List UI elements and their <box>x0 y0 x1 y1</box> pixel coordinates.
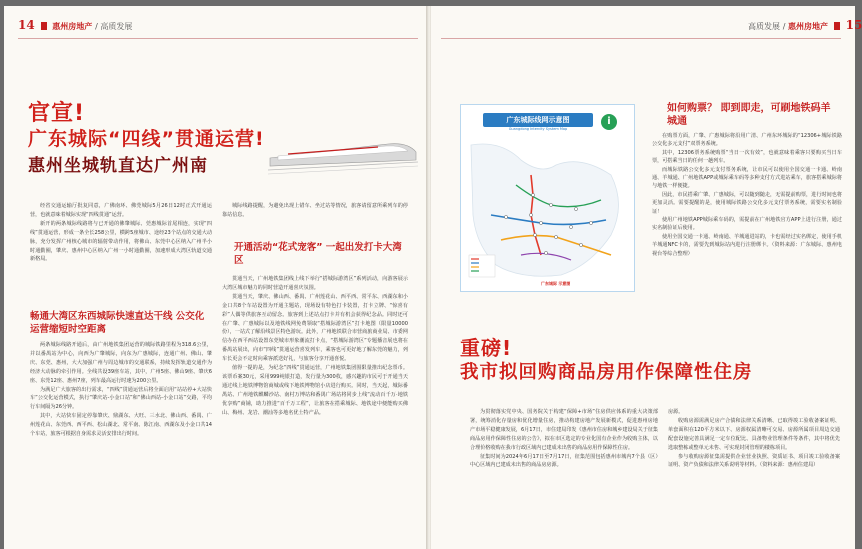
paragraph: 其中，大站快车固定停靠肇庆、鼎湖东、大旺、三水北、佛山西、番禺、广州莲花山、东莞西、西平西、松山湖北、常平南、陈江南、西湖东及小金口共14个车站，旅客可根据自身需求灵活安排出行时间。 <box>30 413 212 438</box>
paragraph: 为贯彻落实党中央、国务院关于构建“保障+市场”住房供应体系的重大决策部署，统筹消化存量房和优化增量住房，推动构建房地产发展新模式，促进惠州房地产市场平稳健康发展，6月17日，市住建局印发《惠州市住房和城乡建设局关于征集商品房用作保障性住房的公告》，拟在市区选定的专业化国有企业作为收购主体，以合理价格收购在我市行政区域内已建成未出售的商品房用作保障性住房。 <box>470 409 659 451</box>
right-page-header: 高质发展 / 惠州房地产 15 <box>748 18 862 32</box>
left-col1-subtitle: 畅通大湾区东西城际快速直达干线 公交化运营缩短时空距离 <box>30 311 205 335</box>
info-icon: i <box>601 114 617 130</box>
paragraph: 经省交通运输厅批复同意，广佛南环、佛莞城际5月26日12时正式开通运营，也就意味着城际实现“四线贯通”运营。 <box>30 203 212 218</box>
train-illustration <box>268 106 418 176</box>
paragraph: 而城际铁路公交化多元支付票务系统，让市民可以使用全国交通一卡通、岭南通、羊城通、广州地铁APP或城际乘车码等多种支付方式进站乘车，旅客搭乘城际将与地铁一样便捷。 <box>652 166 842 190</box>
paragraph: 新开的两条城际线路将与已开通的佛肇城际、莞惠城际首尾相连，实现“四线”贯通运营，形成一条全长258公里，横跨5座城市、途经23个站点的交通大动脉，充分发挥广州核心城市的辐射带动作用，将佛山、东莞中心区纳入广州半小时通勤圈，肇庆、惠州中心区纳入广州一小时通勤圈，加速形成大湾区轨道交通新格局。 <box>30 220 212 263</box>
left-page-header: 14 惠州房地产 / 高质发展 <box>18 18 133 32</box>
paragraph: 收购房源需满足房产合债和法律关系清晰、已取得竣工验收备案证明、单套面积在120平方米以下、房源权属清晰可交易、房源所属项目周边交通配套设施完善具满足一定车位配比、具备物业管理条件等条件，其中将优先选取整栋或整单元未售、可实现封闭管理的楼栋项目。 <box>668 417 840 451</box>
map-footer: 广东城际 示意图 <box>541 281 571 286</box>
paragraph: 参与收购房源征集需提供企业营业执照、资质证书、项目竣工验收备案证明、资产负债和法律关系说明等材料。（资料来源：惠州住建局） <box>668 453 840 469</box>
header-marker <box>834 22 840 30</box>
paragraph: 为满足广大旅客的出行需求，“四线”贯通运营后将全面启用“站站停+大站快车”公交化运营模式，执行“肇庆站-小金口站”和“佛山西站-小金口站”交路，平均行车间隔为26分钟。 <box>30 386 212 411</box>
right-header-rule <box>441 38 841 39</box>
right-page-number: 15 <box>845 18 862 32</box>
left-header-brand: 惠州房地产 <box>52 22 93 31</box>
left-header-rule <box>18 38 418 39</box>
right-col2-body <box>668 408 840 470</box>
paragraph: 使用广州地铁APP城际乘车码的，需提前在广州地铁官方APP上进行注册，通过实名制验证后使用。 <box>652 217 842 232</box>
left-col1-intro <box>30 202 212 264</box>
paragraph: 值得一提的是，为纪念“四线”贯通运营，广州地铁集团围限量推出纪念票币。该票币案30元，采用999纯银打造，发行量为300枚，感兴趣的市民可于开通当天通过线上地铁博物馆商城或线下地铁博物馆小店进行购买。同时，当天起，城际番禺站、广州地铁麒麟沙站、南村万博站和番禺广场站将同步上线“流动百千万·地铁优享购”商铺，助力推进“百千万工程”，让旅客在搭乘城际、地铁途中便能购买佛山、梅州、龙岩、潮汕等多地名优土特产品。 <box>222 365 408 416</box>
paragraph: 城际线路提醒，为避免出现上错车、坐过站等情况，旅客请留意所乘列车的停靠站信息。 <box>222 203 408 218</box>
paragraph: 两条城际线路开通后，由广州地铁集团运营的城际铁路里程为318.6公里，并以番禺站为中心，向西为广肇城际，向东为广惠城际，连通广州、佛山、肇庆、东莞、惠州，大大加强广州与周边城市的交通联系，持续发挥轨道交通作为经济大动脉的牵引作用。全线共设39座车站，其中，广州5座、佛山9座、肇庆6座、东莞12座、惠州7座，列车最高运行时速为200公里。 <box>30 342 212 384</box>
intercity-map <box>460 104 635 292</box>
right-col1-body <box>470 408 658 470</box>
right-title-line1: 重磅! <box>460 336 513 360</box>
header-marker <box>41 22 47 30</box>
paragraph: 征集时间为2024年6月17日至7月17日，征集范围包括惠州市城内7个县（区）中心区域内已建成未出售的商品房房源。 <box>470 453 658 469</box>
paragraph: 因此，市民搭乘广肇、广惠城际，可以随到随走，无需提前购票，进行时间也将更加灵活。需要提醒的是，使用城际铁路公交化多元支付票务系统，需要实名制验证！ <box>652 191 842 215</box>
map-title: 广东城际线网示意图 <box>483 113 593 127</box>
left-header-section: 高质发展 <box>100 22 133 31</box>
left-page-number: 14 <box>18 18 35 32</box>
paragraph: 贯通当天，广州地铁集团线上线下举行“搭城际游湾区”系列活动，向游客展示大湾区城市魅力的同时营造开通喜庆氛围。 <box>222 276 408 291</box>
left-col2-subtitle: 开通活动“花式宠客” 一起出发打卡大湾区 <box>234 242 402 266</box>
left-col2-body <box>222 275 408 418</box>
left-title-line3: 惠州坐城轨直达广州南 <box>28 156 208 176</box>
paragraph: 在购票方面，广肇、广惠城际将沿用广清、广州东环城际的“12306+城际铁路公交化多元支付”双票务系统。 <box>652 133 842 148</box>
ticket-body <box>652 132 842 258</box>
map-subtitle: Guangdong Intercity System Map <box>508 127 568 131</box>
right-header-section: 高质发展 <box>748 22 780 31</box>
left-title-line2: 广东城际“四线”贯通运营! <box>28 128 265 150</box>
right-title-line2: 我市拟回购商品房用作保障性住房 <box>460 362 753 383</box>
map-drawing <box>461 105 636 293</box>
left-title-line1: 官宣! <box>28 101 86 126</box>
left-col2-intro <box>222 202 408 220</box>
ticket-subtitle: 如何购票？ 即到即走，可刷地铁码羊城通 <box>667 103 831 127</box>
paragraph: 其中，12306票务系统购票“当日一次有效”，也就意味着乘客只要购买当日车票，可搭乘当日的任何一趟列车。 <box>652 149 842 165</box>
right-header-brand: 惠州房地产 <box>788 22 829 31</box>
paragraph: 使用全国交通一卡通、岭南通、羊城通进站的，卡也需经过实名绑定，使用手机羊城通NFC卡的，需要先到城际站内进行注册绑卡。（资料来源：广东城际、惠州电视台等综合整理） <box>652 233 842 257</box>
left-col1-body <box>30 341 212 439</box>
paragraph: 房源。 <box>668 409 684 415</box>
paragraph: 贯通当天，肇庆、佛山西、番禺、广州莲花山、西平西、常平东、西湖东和小金口共8个车站设置为开通主题站，现场设有特色打卡装置，打卡立牌、“惊喜有彩”人偶等供旅客互动留念。旅客到上述站点打卡并有机会获得纪念品。同时还可在广肇、广惠城际以及地铁线网免费领取“搭城际游湾区”打卡地图（限量10000份），一站式了解沿线景区特色游玩。此外，广州地铁联合市营商旅商业局、市委网信办在西平西站设置东莞城市形象潮流打卡点，“搭城际游湾区”专题播音展也将在番禺站展出，向市“四线”贯通运营喜发列车，乘客也可更好地了解东莞的魅力，列车长更会不定时向乘客派送好礼，与旅客分享开通喜悦。 <box>222 293 408 363</box>
